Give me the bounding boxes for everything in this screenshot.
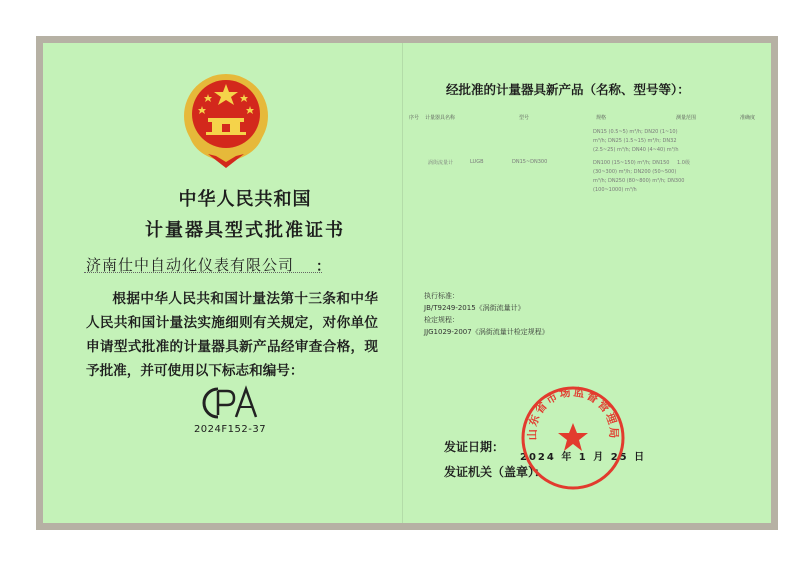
cpa-code: 2024F152-37	[193, 424, 267, 435]
approved-products-title: 经批准的计量器具新产品（名称、型号等）：	[446, 82, 690, 97]
page-fold	[402, 43, 403, 523]
exec-standard-label: 执行标准：	[424, 292, 459, 300]
verification-label: 检定规程：	[424, 316, 459, 324]
table-row-model: LUGB	[470, 159, 484, 165]
company-underline	[84, 272, 322, 273]
seal-text: 山东省市场监督管理局	[525, 385, 621, 441]
verification-value: JJG1029-2007《涡街流量计检定规程》	[424, 328, 549, 336]
official-seal-icon	[518, 383, 628, 493]
issue-date-label: 发证日期：	[444, 440, 505, 454]
issue-date-value: 2024 年 1 月 25 日	[520, 452, 647, 463]
table-header-range: 测量范围	[676, 115, 697, 121]
table-header-name: 计量器具名称	[425, 115, 456, 121]
table-row-measure: DN100 (15~150) m³/h; DN150 (30~300) m³/h; DN200 (50~500) m³/h; DN250 (80~800) m³/h; DN300 (100~1000) m³/h	[593, 160, 685, 193]
table-header-index: 序号	[409, 115, 420, 121]
approval-statement-text: 根据中华人民共和国计量法第十三条和中华人民共和国计量法实施细则有关规定，对你单位申请型式批准的计量器具新产品经审查合格，现予批准，并可使用以下标志和编号：	[86, 291, 378, 379]
exec-standard-value: JB/T9249-2015《涡街流量计》	[424, 304, 525, 312]
table-row-measure: DN15 (0.5~5) m³/h; DN20 (1~10) m³/h; DN25 (1.5~15) m³/h; DN32 (2.5~25) m³/h; DN40 (4~40) m³/h	[593, 129, 679, 153]
company-colon: ：	[316, 259, 330, 275]
table-row-spec: DN15~DN300	[512, 159, 548, 165]
national-emblem-icon	[178, 70, 274, 170]
table-header-spec: 规格	[596, 115, 607, 121]
company-name: 济南仕中自动化仪表有限公司	[86, 256, 295, 274]
certificate-sheet	[43, 43, 771, 523]
certificate-title-line2: 计量器具型式批准证书	[145, 220, 345, 241]
approval-statement	[86, 287, 378, 383]
standards-block	[424, 290, 549, 338]
table-header-accuracy: 准确度	[740, 115, 756, 121]
table-header-model: 型号	[519, 115, 530, 121]
issuer-label: 发证机关（盖章）：	[444, 465, 547, 479]
certificate-title-line1: 中华人民共和国	[178, 189, 312, 210]
table-row-accuracy: 1.0级	[677, 160, 690, 166]
table-row-name: 涡街流量计	[428, 160, 454, 166]
cpa-mark-icon	[196, 385, 262, 421]
